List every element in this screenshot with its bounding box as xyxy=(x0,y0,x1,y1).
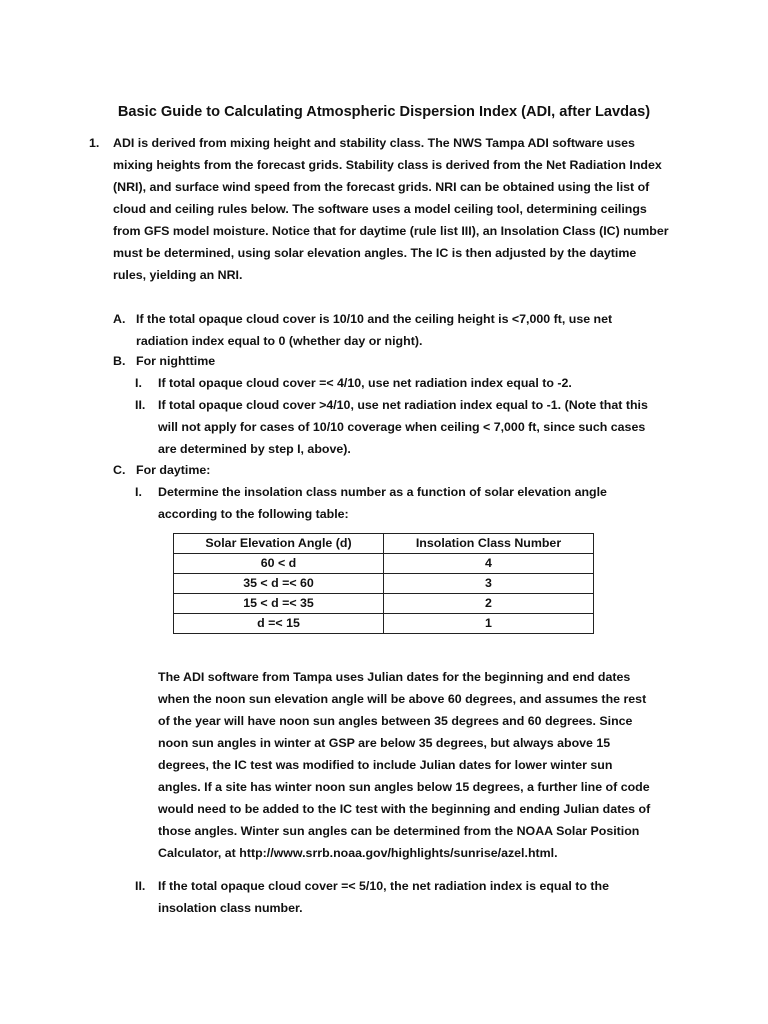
table-cell: 3 xyxy=(384,574,594,594)
rule-c-ii-text: If the total opaque cloud cover =< 5/10, the net radiation index is equal to the insolation class number. xyxy=(158,879,609,915)
table-cell: 4 xyxy=(384,554,594,574)
rule-b-ii-marker: II. xyxy=(135,398,146,412)
table-cell: 2 xyxy=(384,594,594,614)
table-row xyxy=(174,594,594,614)
tampa-paragraph: The ADI software from Tampa uses Julian dates for the beginning and end dates when the noon sun elevation angle will be above 60 degrees, and assumes the rest of the year will have noon sun angles between 35 degrees and 60 degrees. Since noon sun angles in winter at GSP are below 35 degrees, but always above 15 degrees, the IC test was modified to include Julian dates for lower winter sun angles. If a site has winter noon sun angles below 15 degrees, a further line of code would need to be added to the IC test with the beginning and ending Julian dates of those angles. Winter sun angles can be determined from the NOAA Solar Position Calculator, at http://www.srrb.noaa.gov/highlights/sunrise/azel.html. xyxy=(158,670,651,860)
rule-c-ii-marker: II. xyxy=(135,879,146,893)
document-title: Basic Guide to Calculating Atmospheric Dispersion Index (ADI, after Lavdas) xyxy=(117,104,651,120)
rule-c-i-text: Determine the insolation class number as a function of solar elevation angle according to the following table: xyxy=(158,485,607,521)
insolation-class-table xyxy=(173,533,594,634)
rule-b-text: For nighttime xyxy=(136,354,216,368)
rule-b-marker: B. xyxy=(113,354,126,368)
rule-c-text: For daytime: xyxy=(136,463,211,477)
rule-b-ii-text: If total opaque cloud cover >4/10, use net radiation index equal to -1. (Note that this will not apply for cases of 10/10 coverage when ceiling < 7,000 ft, since such cases are determined by step I, above). xyxy=(158,398,648,456)
table-header-row xyxy=(174,534,594,554)
rule-a-text: If the total opaque cloud cover is 10/10 and the ceiling height is <7,000 ft, use net radiation index equal to 0 (whether day or night). xyxy=(136,312,613,348)
table-header-cell: Solar Elevation Angle (d) xyxy=(174,534,384,554)
rule-c-marker: C. xyxy=(113,463,126,477)
table-cell: d =< 15 xyxy=(174,614,384,634)
table-row xyxy=(174,574,594,594)
rule-c-i-marker: I. xyxy=(135,485,142,499)
table-header-cell: Insolation Class Number xyxy=(384,534,594,554)
list-item-1-number: 1. xyxy=(89,136,100,150)
table-cell: 60 < d xyxy=(174,554,384,574)
rule-b-i-text: If total opaque cloud cover =< 4/10, use net radiation index equal to -2. xyxy=(158,376,572,390)
table-row xyxy=(174,554,594,574)
rule-b-i-marker: I. xyxy=(135,376,142,390)
list-item-1-text: ADI is derived from mixing height and stability class. The NWS Tampa ADI software uses mixing heights from the forecast grids. Stability class is derived from the Net Radiation Index (NRI), and surface wind speed from the forecast grids. NRI can be obtained using the list of cloud and ceiling rules below. The software uses a model ceiling tool, determining ceilings from GFS model moisture. Notice that for daytime (rule list III), an Insolation Class (IC) number must be determined, using solar elevation angles. The IC is then adjusted by the daytime rules, yielding an NRI. xyxy=(113,136,669,282)
table-cell: 1 xyxy=(384,614,594,634)
rule-a-marker: A. xyxy=(113,312,126,326)
table-row xyxy=(174,614,594,634)
table-cell: 15 < d =< 35 xyxy=(174,594,384,614)
table-cell: 35 < d =< 60 xyxy=(174,574,384,594)
